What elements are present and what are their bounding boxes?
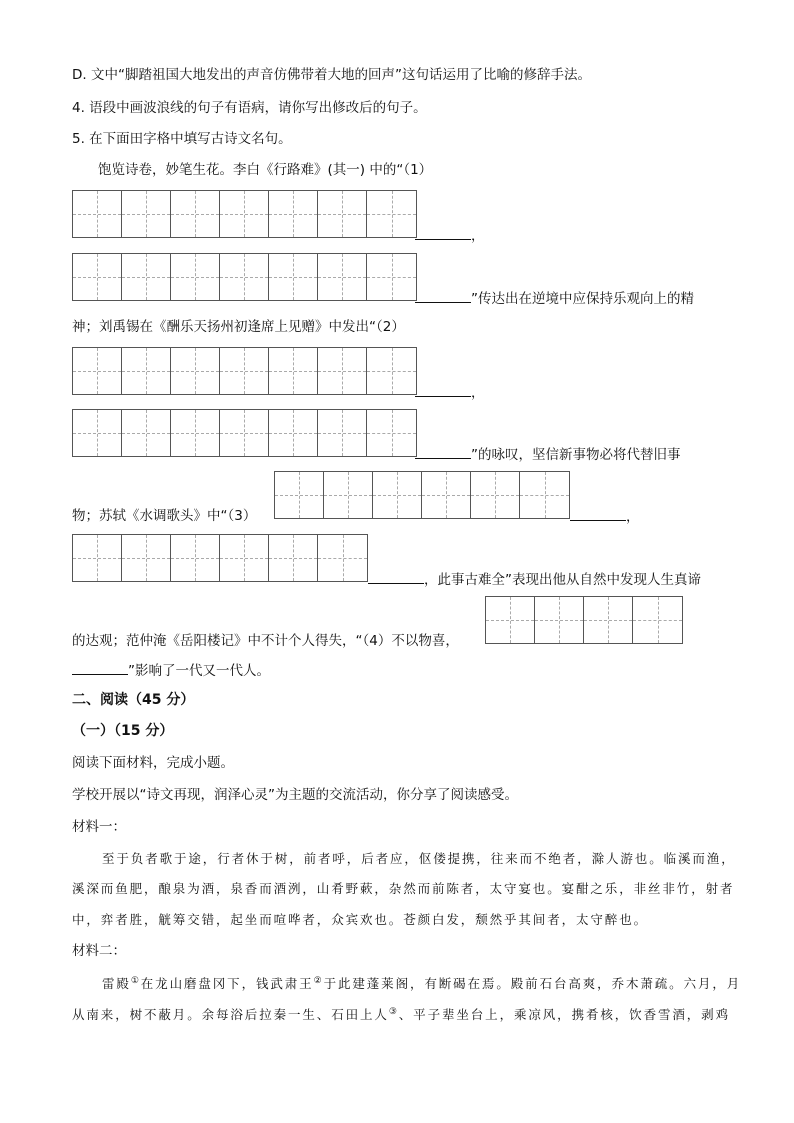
tianzige-grid-blank-4[interactable] [485,596,683,644]
reading-instruction: 阅读下面材料，完成小题。 [72,755,234,771]
answer-line-2[interactable] [415,289,694,308]
comma: ， [626,509,640,525]
footnote-1-marker: ① [130,976,141,986]
option-d: D. 文中“脚踏祖国大地发出的声音仿佛带着大地的回声”这句话运用了比喻的修辞手法。 [72,67,591,83]
answer-line-1[interactable] [415,226,485,245]
answer-line-5[interactable] [570,507,640,526]
material-2-line-2: 从南来，树不蔽月。余每浴后拉秦一生、石田上人③、平子辈坐台上，乘凉风，携肴核，饮香雪酒，剥鸡 [72,1007,730,1023]
question-5-line-su: 物；苏轼《水调歌头》中“（3） [72,508,257,524]
tianzige-grid-blank-3[interactable] [274,471,570,519]
material-1-line-1: 至于负者歌于途，行者休于树，前者呼，后者应，伛偻提携，往来而不绝者，滁人游也。临溪而渔， [102,851,736,866]
answer-line-7[interactable] [72,661,270,680]
activity-context: 学校开展以“诗文再现，润泽心灵”为主题的交流活动，你分享了阅读感受。 [72,787,518,803]
tianzige-grid-blank-2[interactable] [72,347,417,395]
comma: ， [471,385,485,401]
footnote-3-marker: ③ [388,1007,399,1017]
tianzige-grid-blank-3-cont[interactable] [72,534,368,582]
comma: ， [471,228,485,244]
question-5-line-fan: 的达观；范仲淹《岳阳楼记》中不计个人得失，“（4）不以物喜， [72,633,459,649]
question-4: 4. 语段中画波浪线的句子有语病，请你写出修改后的句子。 [72,100,427,116]
material-1-line-3: 中，弈者胜，觥筹交错，起坐而喧哗者，众宾欢也。苍颜白发，颓然乎其间者，太守醉也。 [72,912,649,927]
text-after-blank-1: ”传达出在逆境中应保持乐观向上的精 [471,291,694,307]
tianzige-grid-blank-1[interactable] [72,190,417,238]
section-2-heading: 二、阅读（45 分） [72,692,195,708]
tianzige-grid-blank-1-cont[interactable] [72,253,417,301]
material-2-title: 材料二： [72,943,126,959]
material-2-line-1: 雷殿①在龙山磨盘冈下，钱武肃王②于此建蓬莱阁，有断碣在焉。殿前石台高爽，乔木萧疏。六月，月 [102,976,742,992]
question-5-intro: 饱览诗卷，妙笔生花。李白《行路难》(其一) 中的“（1） [98,162,433,178]
material-1-line-2: 溪深而鱼肥，酿泉为酒，泉香而酒洌，山肴野蔌，杂然而前陈者，太守宴也。宴酣之乐，非丝非竹，射者 [72,881,735,896]
text-after-blank-4: ”影响了一代又一代人。 [128,663,270,679]
tianzige-grid-blank-2-cont[interactable] [72,409,417,457]
question-5-line-liu: 神；刘禹锡在《酬乐天扬州初逢席上见赠》中发出“（2） [72,319,405,335]
question-5: 5. 在下面田字格中填写古诗文名句。 [72,131,292,147]
footnote-2-marker: ② [313,976,324,986]
subsection-1-heading: （一）（15 分） [72,723,174,739]
material-1-title: 材料一： [72,819,126,835]
text-after-blank-3: ，此事古难全”表现出他从自然中发现人生真谛 [424,572,701,588]
answer-line-3[interactable] [415,383,485,402]
text-after-blank-2: ”的咏叹，坚信新事物必将代替旧事 [471,447,681,463]
answer-line-4[interactable] [415,445,681,464]
answer-line-6[interactable] [368,570,701,589]
